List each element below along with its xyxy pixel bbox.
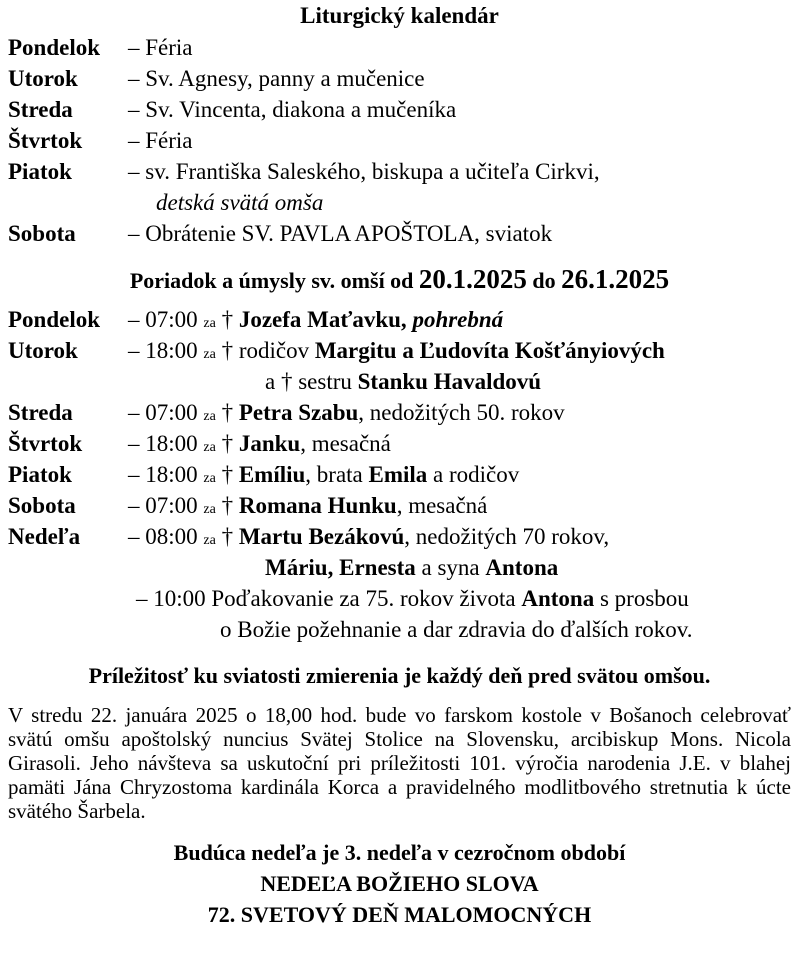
calendar-feast: – sv. Františka Saleského, biskupa a učiteľa Cirkvi, <box>128 159 600 184</box>
liturgical-calendar <box>8 32 791 249</box>
intention-rest: , nedožitých 50. rokov <box>358 400 565 425</box>
bulletin-page <box>8 0 791 930</box>
cross-icon: † <box>221 338 234 363</box>
intention-name: Máriu, Ernesta <box>265 555 416 580</box>
heading-prefix: Poriadok a úmysly sv. omší od <box>129 268 419 293</box>
intention-rest: , nedožitých 70 rokov, <box>404 524 610 549</box>
calendar-title: Liturgický kalendár <box>300 3 499 28</box>
intention-prefix: rodičov <box>238 338 310 363</box>
intention-name: Jozefa Maťavku, <box>238 307 407 332</box>
calendar-row-tuesday <box>8 63 791 94</box>
intention-name: Stanku Havaldovú <box>357 369 542 394</box>
nuncio-announcement: V stredu 22. januára 2025 o 18,00 hod. bude vo farskom kostole v Bošanoch celebrovať svätú omšu apoštolský nuncius Svätej Stolice na Slovensku, arcibiskup Mons. Nicola Girasoli. Jeho návšteva sa uskutoční pri príležitosti 101. výročia narodenia J.E. v blahej pamäti Jána Chryzostoma kardinála Korca a pravidelného modlitbového stretnutia k úcte svätého Šarbela. <box>8 703 791 823</box>
mass-day: Sobota <box>8 493 76 518</box>
next-sunday-footer <box>8 837 791 930</box>
mass-row-sunday <box>8 521 791 552</box>
date-from: 20.1.2025 <box>418 264 527 294</box>
intention-name: Petra Szabu <box>238 400 359 425</box>
cross-icon: † <box>221 524 234 549</box>
calendar-row-friday <box>8 156 791 187</box>
za-label: za <box>203 316 216 331</box>
mass-row-sunday-second <box>8 583 791 614</box>
intention-rest: s prosbou <box>599 586 689 611</box>
calendar-feast: – Féria <box>128 128 193 153</box>
cross-icon: † <box>221 462 234 487</box>
mass-day: Štvrtok <box>8 431 83 456</box>
intention-name: Janku <box>238 431 301 456</box>
footer-line: 72. SVETOVÝ DEŇ MALOMOCNÝCH <box>207 902 592 927</box>
calendar-row-thursday <box>8 125 791 156</box>
mass-time: – 18:00 <box>128 338 198 363</box>
za-label: za <box>203 533 216 548</box>
calendar-day: Sobota <box>8 221 76 246</box>
mass-row-wednesday <box>8 397 791 428</box>
mass-day: Pondelok <box>8 307 101 332</box>
za-label: za <box>203 409 216 424</box>
mass-row-thursday <box>8 428 791 459</box>
calendar-row-wednesday <box>8 94 791 125</box>
intention-rest: , mesačná <box>300 431 391 456</box>
intention-note: pohrebná <box>412 307 504 332</box>
mass-row-saturday <box>8 490 791 521</box>
za-label: za <box>203 440 216 455</box>
mass-row-sunday-continued <box>8 552 791 583</box>
mass-time: – 07:00 <box>128 307 198 332</box>
calendar-day: Utorok <box>8 66 78 91</box>
calendar-row-saturday <box>8 218 791 249</box>
footer-line: NEDEĽA BOŽIEHO SLOVA <box>260 871 539 896</box>
mass-intention <box>128 304 791 335</box>
intention-name: Antona <box>521 586 595 611</box>
mass-day: Piatok <box>8 462 72 487</box>
mass-intention <box>128 521 791 552</box>
mass-day: Utorok <box>8 338 78 363</box>
mass-time: – 18:00 <box>128 462 198 487</box>
cross-icon: † <box>221 431 234 456</box>
footer-line: Budúca nedeľa je 3. nedeľa v cezročnom období <box>173 840 626 865</box>
calendar-day: Streda <box>8 97 73 122</box>
calendar-day: Piatok <box>8 159 72 184</box>
mass-row-sunday-second-continued: o Božie požehnanie a dar zdravia do ďalších rokov. <box>220 617 693 642</box>
mass-row-tuesday-continued <box>8 366 791 397</box>
mass-day: Nedeľa <box>8 524 81 549</box>
cross-icon: † <box>221 493 234 518</box>
confession-notice: Príležitosť ku sviatosti zmierenia je každý deň pred svätou omšou. <box>88 663 711 688</box>
intention-name: Romana Hunku <box>238 493 397 518</box>
heading-mid: do <box>526 268 562 293</box>
friday-children-mass-note: detská svätá omša <box>156 190 324 215</box>
calendar-day: Štvrtok <box>8 128 83 153</box>
mass-time-thanksgiving: – 10:00 Poďakovanie za 75. rokov života <box>136 586 516 611</box>
calendar-feast: – Féria <box>128 35 193 60</box>
mass-intention <box>128 397 791 428</box>
mass-day: Streda <box>8 400 73 425</box>
calendar-feast: – Sv. Vincenta, diakona a mučeníka <box>128 97 457 122</box>
mass-intention <box>128 490 791 521</box>
mass-row-friday <box>8 459 791 490</box>
intention-name: Margitu a Ľudovíta Košťányiových <box>314 338 665 363</box>
intention-name: Emíliu <box>238 462 306 487</box>
calendar-feast: – Obrátenie SV. PAVLA APOŠTOLA, sviatok <box>128 221 553 246</box>
mass-intention <box>128 428 791 459</box>
intention-rest: , mesačná <box>396 493 488 518</box>
date-to: 26.1.2025 <box>561 264 670 294</box>
cross-icon: † <box>221 307 234 332</box>
mass-time: – 08:00 <box>128 524 198 549</box>
calendar-day: Pondelok <box>8 35 101 60</box>
za-label: za <box>203 502 216 517</box>
mass-time: – 18:00 <box>128 431 198 456</box>
mass-intention <box>128 459 791 490</box>
calendar-feast: – Sv. Agnesy, panny a mučenice <box>128 66 425 91</box>
intention-rest: , brata <box>305 462 363 487</box>
intention-name: Emila <box>368 462 428 487</box>
mass-intentions <box>8 304 791 645</box>
mass-time: – 07:00 <box>128 493 198 518</box>
intention-name: Antona <box>485 555 559 580</box>
cross-icon: † <box>221 400 234 425</box>
mass-row-tuesday <box>8 335 791 366</box>
intention-rest: a syna <box>421 555 480 580</box>
calendar-row-monday <box>8 32 791 63</box>
za-label: za <box>203 347 216 362</box>
mass-schedule-heading <box>8 260 791 298</box>
mass-intention <box>128 335 791 366</box>
intention-rest: a rodičov <box>433 462 520 487</box>
za-label: za <box>203 471 216 486</box>
mass-time: – 07:00 <box>128 400 198 425</box>
intention-prefix: a † sestru <box>265 369 352 394</box>
intention-name: Martu Bezákovú <box>238 524 405 549</box>
mass-row-monday <box>8 304 791 335</box>
